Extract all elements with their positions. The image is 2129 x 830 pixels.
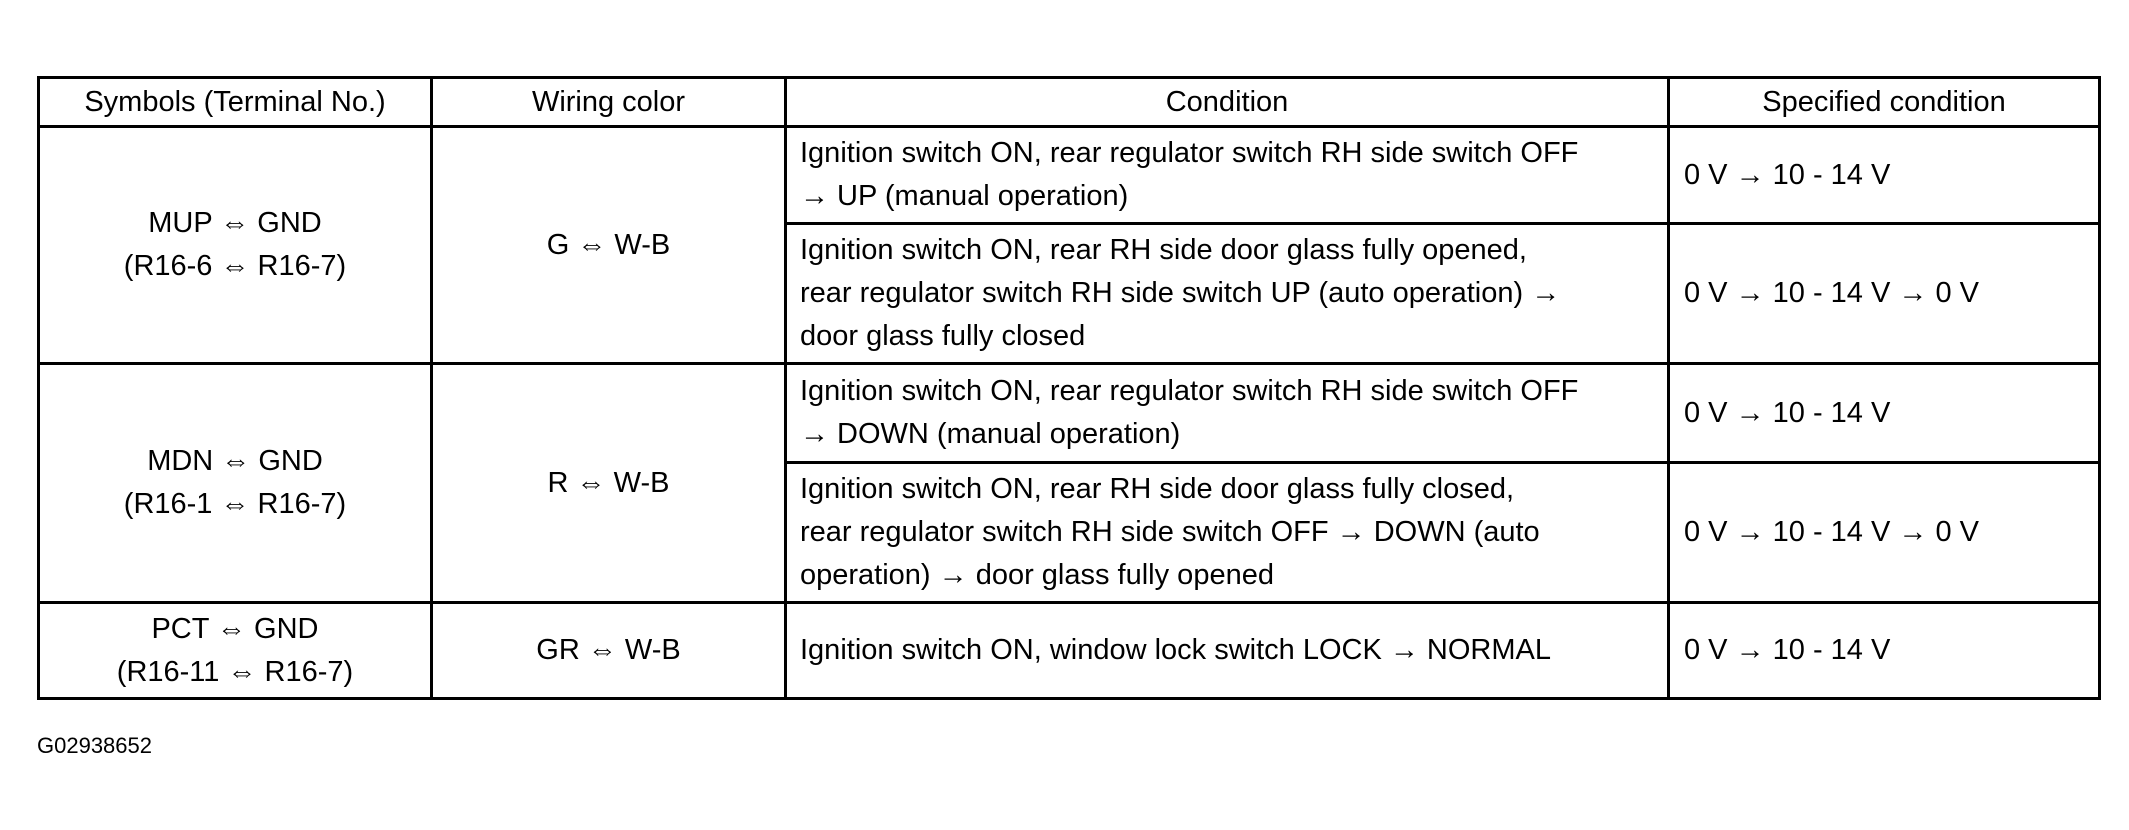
symbol-terminals: (R16-1 ⇔ R16-7) xyxy=(123,488,347,520)
terminal-spec-table xyxy=(37,76,2101,700)
specified-condition-cell: 0 V → 10 - 14 V xyxy=(1669,364,2100,463)
condition-line: Ignition switch ON, rear regulator switch RH side switch OFF xyxy=(800,137,1579,169)
condition-line: Ignition switch ON, window lock switch LOCK → NORMAL xyxy=(800,634,1551,666)
condition-line: door glass fully closed xyxy=(800,320,1086,352)
table-row xyxy=(39,603,2100,699)
wiring-color-cell: R ⇔ W-B xyxy=(432,364,786,603)
figure-id: G02938652 xyxy=(37,733,152,758)
condition-line: rear regulator switch RH side switch OFF → DOWN (auto xyxy=(800,516,1540,548)
header-wiring-color: Wiring color xyxy=(432,78,786,127)
condition-line: Ignition switch ON, rear RH side door glass fully closed, xyxy=(800,473,1515,505)
condition-cell xyxy=(786,224,1669,364)
condition-line: Ignition switch ON, rear RH side door glass fully opened, xyxy=(800,234,1527,266)
symbol-cell xyxy=(39,603,432,699)
header-specified-condition: Specified condition xyxy=(1669,78,2100,127)
symbol-cell xyxy=(39,364,432,603)
specified-condition-cell: 0 V → 10 - 14 V xyxy=(1669,127,2100,224)
condition-line: → UP (manual operation) xyxy=(800,180,1129,212)
symbol-terminals: (R16-11 ⇔ R16-7) xyxy=(116,655,354,688)
terminal-spec-table-container xyxy=(37,76,2098,700)
wiring-color-cell: G ⇔ W-B xyxy=(432,127,786,364)
symbol-cell xyxy=(39,127,432,364)
condition-cell xyxy=(786,463,1669,603)
condition-line: rear regulator switch RH side switch UP (auto operation) → xyxy=(800,277,1561,309)
table-header-row xyxy=(39,78,2100,127)
header-condition: Condition xyxy=(786,78,1669,127)
condition-line: → DOWN (manual operation) xyxy=(800,418,1181,450)
table-row xyxy=(39,364,2100,463)
symbol-name: PCT ⇔ GND xyxy=(151,612,319,645)
symbol-terminals: (R16-6 ⇔ R16-7) xyxy=(123,250,347,282)
header-symbols: Symbols (Terminal No.) xyxy=(39,78,432,127)
table-row xyxy=(39,127,2100,224)
condition-cell xyxy=(786,127,1669,224)
symbol-name: MUP ⇔ GND xyxy=(148,207,322,239)
specified-condition-cell: 0 V → 10 - 14 V → 0 V xyxy=(1669,463,2100,603)
condition-cell xyxy=(786,364,1669,463)
condition-line: operation) → door glass fully opened xyxy=(800,559,1274,591)
specified-condition-cell: 0 V → 10 - 14 V → 0 V xyxy=(1669,224,2100,364)
symbol-name: MDN ⇔ GND xyxy=(147,445,323,477)
specified-condition-cell: 0 V → 10 - 14 V xyxy=(1669,603,2100,699)
condition-cell xyxy=(786,603,1669,699)
wiring-color-cell: GR ⇔ W-B xyxy=(432,603,786,699)
condition-line: Ignition switch ON, rear regulator switch RH side switch OFF xyxy=(800,375,1579,407)
